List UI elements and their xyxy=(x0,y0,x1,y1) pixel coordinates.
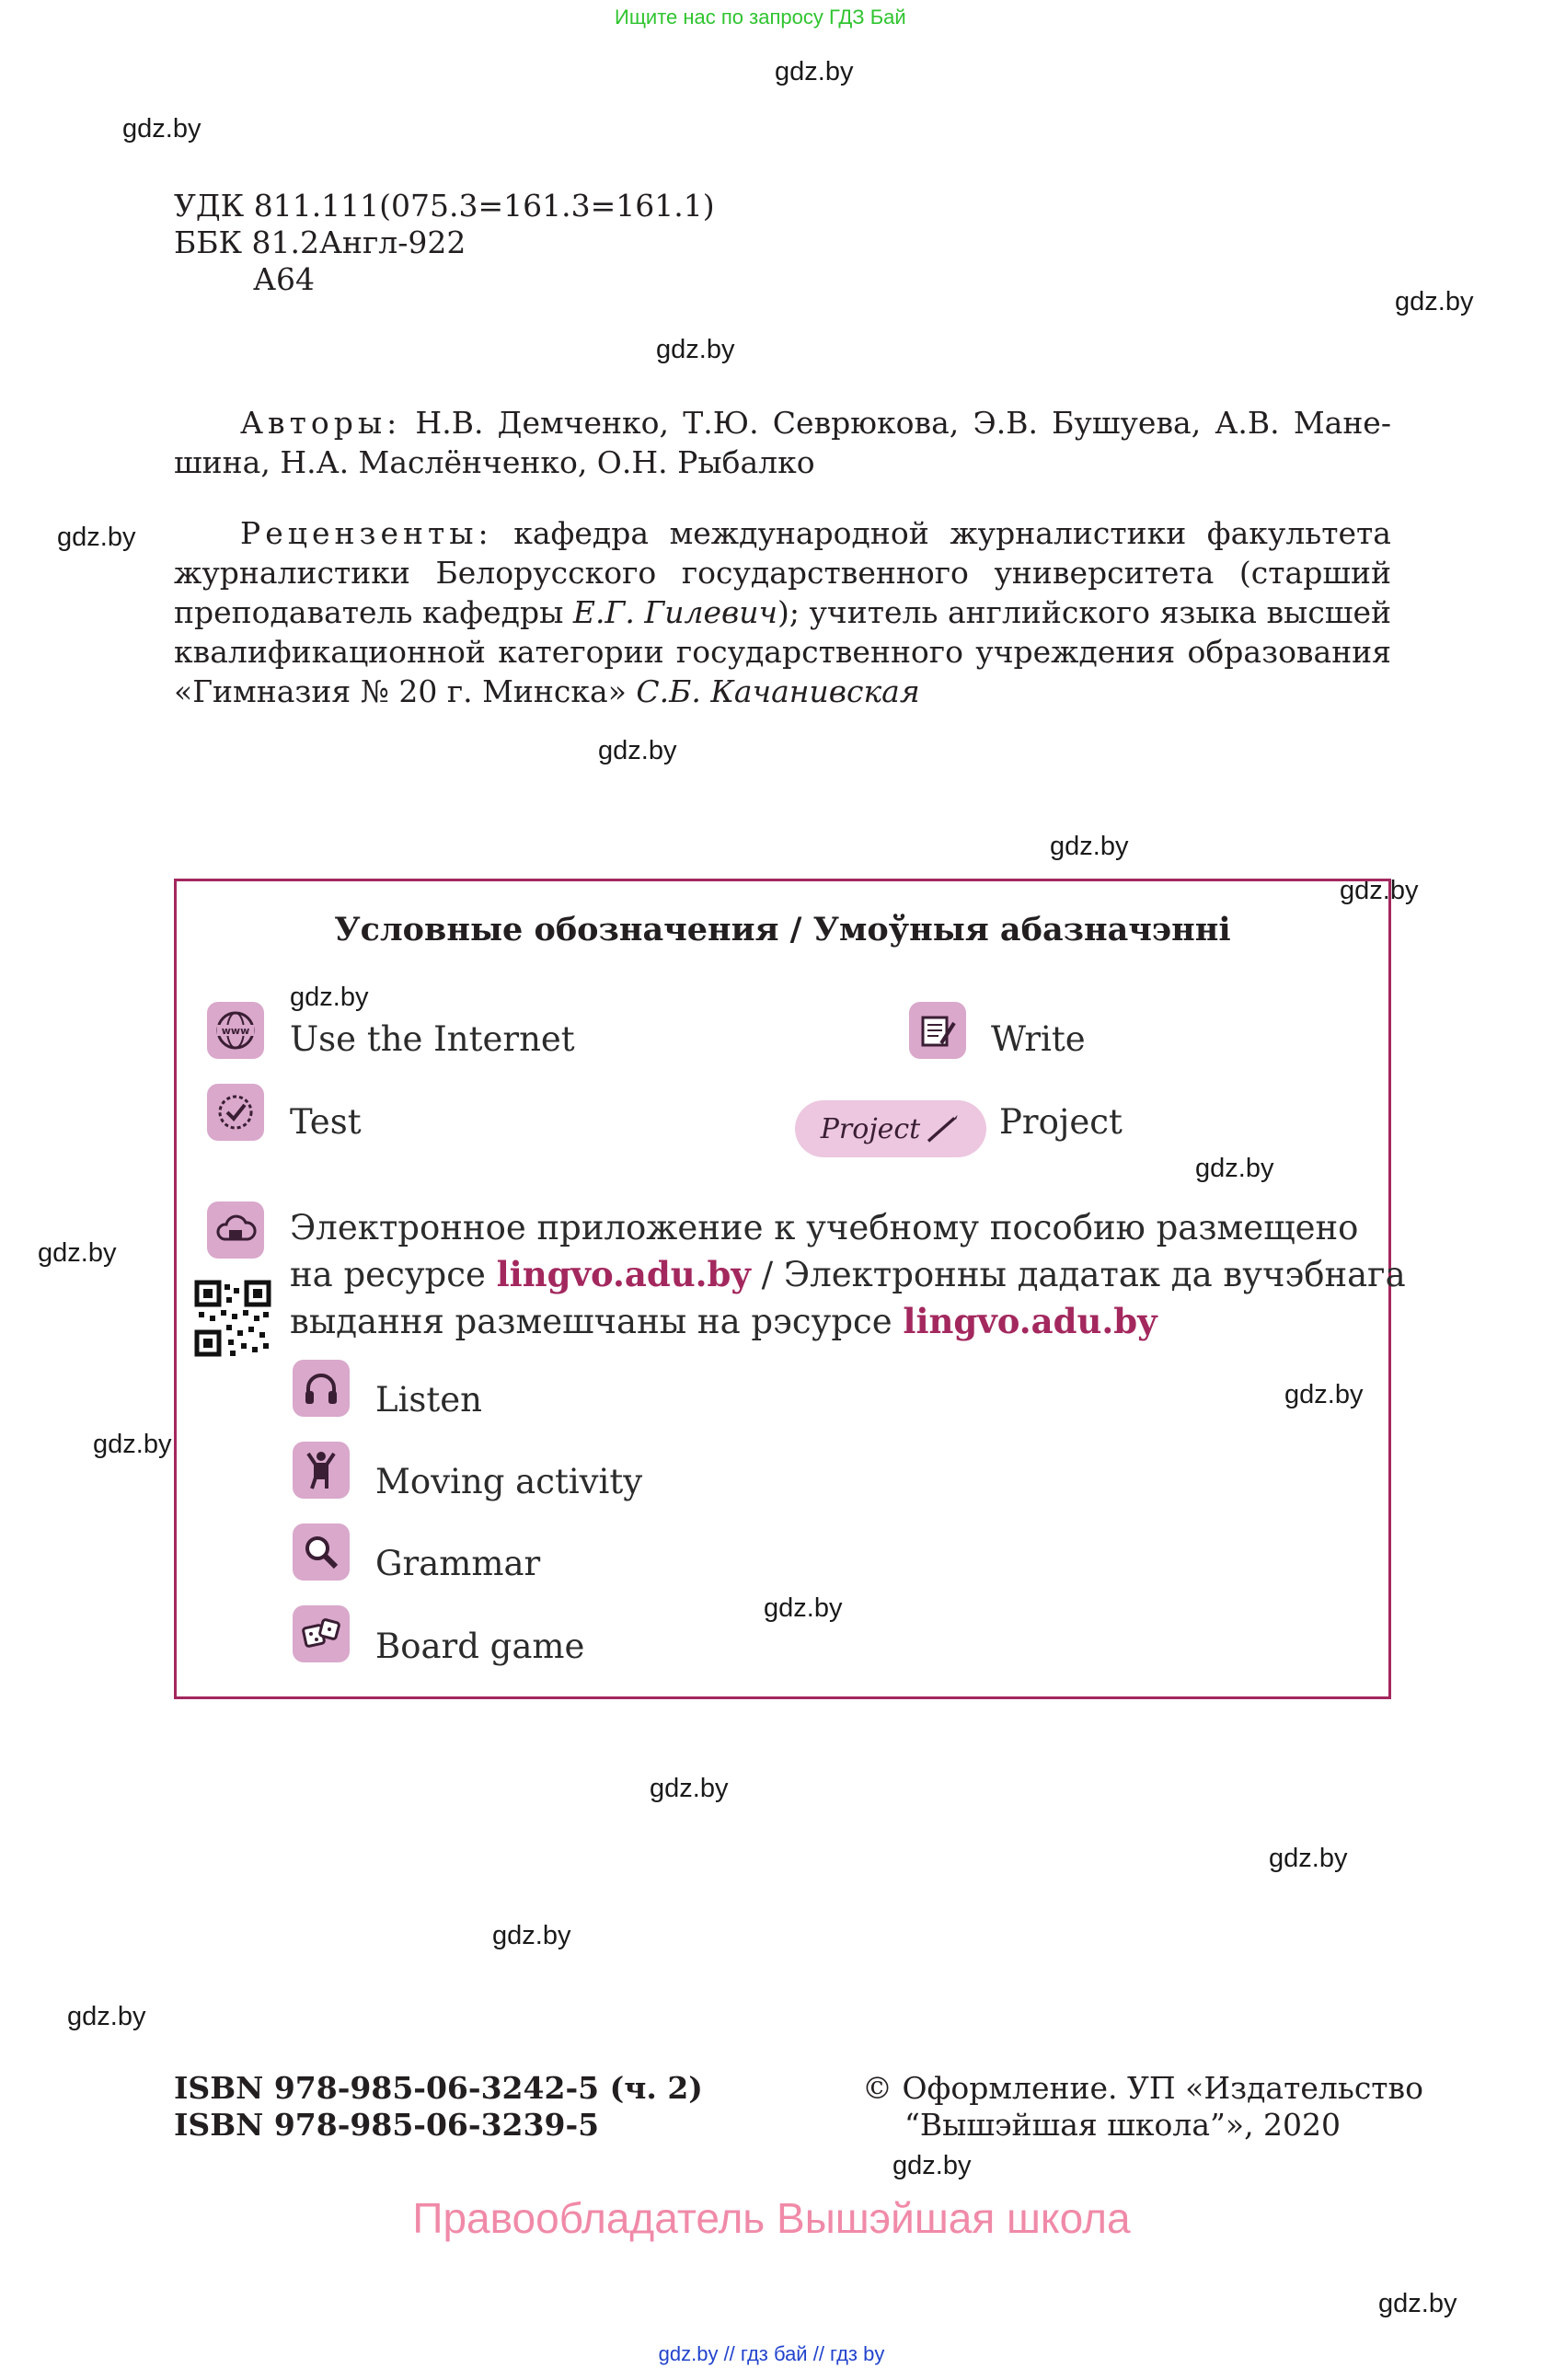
e-resource-note xyxy=(290,1205,1406,1345)
author-mark: А64 xyxy=(253,261,315,297)
watermark: gdz.by xyxy=(67,2002,146,2031)
dice-icon xyxy=(293,1605,350,1662)
qr-code-icon xyxy=(193,1279,272,1358)
reviewers-line: кафедра международной журналистики факультета xyxy=(513,515,1391,551)
watermark: gdz.by xyxy=(492,1921,571,1950)
watermark: gdz.by xyxy=(93,1430,172,1459)
isbn-block xyxy=(174,2070,703,2144)
legend-label-moving: Moving activity xyxy=(375,1462,643,1501)
legend-title: Условные обозначения / Умоўныя абазначэнні xyxy=(334,911,1231,949)
watermark: gdz.by xyxy=(57,523,136,552)
search-note: Ищите нас по запросу ГДЗ Бай xyxy=(615,6,906,29)
svg-text:www: www xyxy=(221,1025,250,1037)
project-pill xyxy=(795,1100,986,1157)
reviewers-text: «Гимназия № 20 г. Минска» xyxy=(174,673,637,709)
reviewers-line xyxy=(174,672,1391,711)
e-resource-line xyxy=(290,1298,1406,1345)
e-resource-text: на ресурсе xyxy=(290,1255,497,1294)
legend-label-listen: Listen xyxy=(375,1380,482,1420)
reviewers-line xyxy=(174,592,1391,632)
headphones-icon xyxy=(293,1360,350,1417)
authors-label: Авторы: xyxy=(240,405,402,441)
e-resource-text: выдання размешчаны на рэсурсе xyxy=(290,1302,904,1341)
pen-icon xyxy=(924,1110,961,1147)
watermark: gdz.by xyxy=(1395,287,1474,316)
watermark: gdz.by xyxy=(1340,876,1419,905)
copyright-line: © Оформление. УП «Издательство xyxy=(862,2070,1424,2106)
check-circle-icon xyxy=(207,1084,264,1141)
authors-line: Н.В. Демченко, Т.Ю. Севрюкова, Э.В. Бушуева, А.В. Мане- xyxy=(415,405,1391,441)
reviewers-line: квалификационной категории государственного учреждения образования xyxy=(174,634,1391,670)
watermark: gdz.by xyxy=(775,57,854,86)
watermark: gdz.by xyxy=(764,1593,843,1623)
legend-label-internet: Use the Internet xyxy=(290,1019,575,1059)
magnifier-icon xyxy=(293,1523,350,1581)
reviewer-name: Е.Г. Гилевич xyxy=(572,594,777,630)
copyright-block xyxy=(862,2070,1423,2144)
isbn-line: ISBN 978-985-06-3242-5 (ч. 2) xyxy=(174,2070,703,2106)
legend-label-write: Write xyxy=(991,1019,1086,1059)
authors-line: шина, Н.А. Маслёнченко, О.Н. Рыбалко xyxy=(174,444,815,480)
project-pill-text: Project xyxy=(820,1112,921,1145)
lingvo-link[interactable]: lingvo.adu.by xyxy=(496,1254,751,1294)
reviewers-line: журналистики Белорусского государственного университета (старший xyxy=(174,555,1391,591)
watermark: gdz.by xyxy=(1378,2289,1457,2318)
isbn-line: ISBN 978-985-06-3239-5 xyxy=(174,2107,600,2143)
watermark: gdz.by xyxy=(1284,1380,1364,1409)
udk-code: УДК 811.111(075.3=161.3=161.1) xyxy=(174,188,715,224)
watermark: gdz.by xyxy=(1195,1154,1274,1183)
person-icon xyxy=(293,1442,350,1499)
reviewers-text: ); учитель английского языка высшей xyxy=(777,594,1391,630)
watermark: gdz.by xyxy=(892,2151,972,2180)
watermark: gdz.by xyxy=(598,736,677,765)
authors-block xyxy=(174,403,1391,482)
reviewers-label: Рецензенты: xyxy=(240,515,493,551)
reviewer-name: С.Б. Качанивская xyxy=(636,673,920,709)
cloud-folder-icon xyxy=(207,1201,264,1259)
bbk-code: ББК 81.2Англ-922 xyxy=(174,224,466,260)
notebook-pen-icon xyxy=(909,1002,966,1059)
www-globe-icon xyxy=(207,1002,264,1059)
legend-label-test: Test xyxy=(290,1102,362,1142)
watermark: gdz.by xyxy=(122,114,202,144)
watermark: gdz.by xyxy=(656,335,735,364)
watermark: gdz.by xyxy=(38,1238,117,1268)
watermark: gdz.by xyxy=(1050,832,1129,861)
watermark: gdz.by xyxy=(1269,1844,1348,1873)
legend-label-project: Project xyxy=(999,1102,1123,1142)
footer-links[interactable]: gdz.by // гдз бай // гдз by xyxy=(658,2342,885,2365)
legend-label-board-game: Board game xyxy=(375,1627,585,1666)
e-resource-line xyxy=(290,1251,1406,1298)
rights-holder: Правообладатель Вышэйшая школа xyxy=(412,2194,1131,2242)
watermark: gdz.by xyxy=(650,1774,729,1803)
e-resource-text: / Электронны дадатак да вучэбнага xyxy=(750,1255,1406,1294)
reviewers-text: преподаватель кафедры xyxy=(174,594,573,630)
lingvo-link[interactable]: lingvo.adu.by xyxy=(903,1301,1157,1341)
legend-label-grammar: Grammar xyxy=(375,1544,541,1583)
e-resource-line: Электронное приложение к учебному пособию размещено xyxy=(290,1208,1359,1247)
copyright-line: “Вышэйшая школа”», 2020 xyxy=(904,2107,1341,2143)
reviewers-block xyxy=(174,513,1391,711)
watermark: gdz.by xyxy=(290,983,369,1012)
